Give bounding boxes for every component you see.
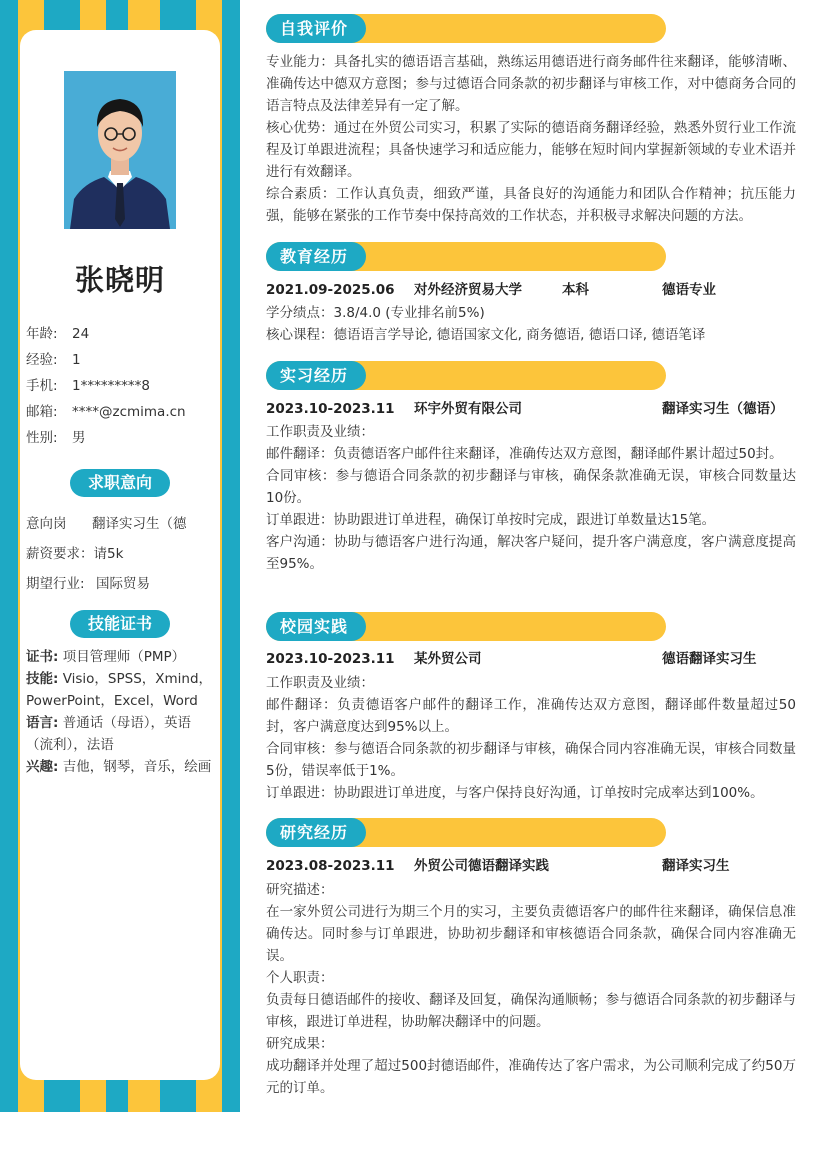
campus-p2: 合同审核：参与德语合同条款的初步翻译与审核，确保合同内容准确无误，审核合同数量5份，错误率低于1%。 xyxy=(266,741,796,779)
salary-label: 薪资要求： xyxy=(26,546,94,562)
info-value: ****@zcmima.cn xyxy=(72,404,186,420)
info-gender xyxy=(26,426,86,446)
info-label: 手机: xyxy=(26,378,58,394)
self-eval-p2: 核心优势：通过在外贸公司实习，积累了实际的德语商务翻译经验，熟悉外贸行业工作流程及订单跟进流程；具备快速学习和适应能力，能够在短时间内掌握新领域的专业术语并进行有效翻译。 xyxy=(266,120,796,180)
info-email xyxy=(26,400,186,420)
candidate-name: 张晓明 xyxy=(74,263,165,297)
campus-intro: 工作职责及业绩： xyxy=(266,675,374,691)
lang-item xyxy=(26,712,216,756)
info-label: 性别: xyxy=(26,430,58,446)
skills-list xyxy=(26,646,216,778)
edu-degree: 本科 xyxy=(562,282,589,298)
skills-heading: 技能证书 xyxy=(70,610,170,638)
lang-label: 语言: xyxy=(26,715,59,731)
intern-p4: 客户沟通：协助与德语客户进行沟通，解决客户疑问，提升客户满意度，客户满意度提高至95%。 xyxy=(266,534,796,572)
campus-role: 德语翻译实习生 xyxy=(662,651,757,667)
section-title: 校园实践 xyxy=(266,612,366,641)
info-value: 1*********8 xyxy=(72,378,150,394)
cert-value: 项目管理师（PMP） xyxy=(62,649,186,665)
education-body xyxy=(266,302,796,346)
internship-row xyxy=(266,398,796,420)
research-desc: 在一家外贸公司进行为期三个月的实习，主要负责德语客户的邮件往来翻译，确保信息准确传达。同时参与订单跟进，协助初步翻译和审核德语合同条款，确保合同内容准确无误。 xyxy=(266,904,796,964)
intention-heading: 求职意向 xyxy=(70,469,170,497)
research-duty: 负责每日德语邮件的接收、翻译及回复，确保沟通顺畅；参与德语合同条款的初步翻译与审核，跟进订单进程，协助解决翻译中的问题。 xyxy=(266,992,796,1030)
section-bar-self-eval xyxy=(266,14,666,43)
info-value: 24 xyxy=(72,326,90,342)
info-label: 年龄: xyxy=(26,326,58,342)
intention-salary xyxy=(26,542,216,562)
campus-body xyxy=(266,672,796,804)
research-result: 成功翻译并处理了超过500封德语邮件，准确传达了客户需求，为公司顺利完成了约50万元的订单。 xyxy=(266,1058,796,1096)
info-age xyxy=(26,322,89,342)
industry-value: 国际贸易 xyxy=(96,576,150,592)
campus-company: 某外贸公司 xyxy=(414,651,482,667)
section-bar-education xyxy=(266,242,666,271)
research-desc-label: 研究描述： xyxy=(266,882,334,898)
campus-date: 2023.10-2023.11 xyxy=(266,651,395,667)
info-label: 经验: xyxy=(26,352,58,368)
intern-intro: 工作职责及业绩： xyxy=(266,424,374,440)
research-project: 外贸公司德语翻译实践 xyxy=(414,858,549,874)
internship-body xyxy=(266,421,796,575)
intention-position xyxy=(26,512,216,532)
info-experience xyxy=(26,348,81,368)
position-value: 翻译实习生（德 xyxy=(92,516,187,532)
section-bar-internship xyxy=(266,361,666,390)
info-value: 1 xyxy=(72,352,81,368)
research-result-label: 研究成果： xyxy=(266,1036,334,1052)
section-title: 自我评价 xyxy=(266,14,366,43)
intention-industry xyxy=(26,572,216,592)
profile-photo xyxy=(64,71,176,229)
edu-date: 2021.09-2025.06 xyxy=(266,282,395,298)
research-role: 翻译实习生 xyxy=(662,858,730,874)
position-label: 意向岗 xyxy=(26,516,67,532)
info-value: 男 xyxy=(72,430,86,446)
campus-p3: 订单跟进：协助跟进订单进度，与客户保持良好沟通，订单按时完成率达到100%。 xyxy=(266,785,764,801)
skill-item xyxy=(26,668,216,712)
intern-p1: 邮件翻译：负责德语客户邮件往来翻译，准确传达双方意图，翻译邮件累计超过50封。 xyxy=(266,446,783,462)
skill-label: 技能: xyxy=(26,671,59,687)
info-phone xyxy=(26,374,150,394)
intern-role: 翻译实习生（德语） xyxy=(662,401,784,417)
section-bar-research xyxy=(266,818,666,847)
salary-value: 请5k xyxy=(93,546,124,562)
campus-row xyxy=(266,648,796,670)
education-row xyxy=(266,279,796,301)
section-title: 研究经历 xyxy=(266,818,366,847)
section-bar-campus xyxy=(266,612,666,641)
intern-date: 2023.10-2023.11 xyxy=(266,401,395,417)
research-body xyxy=(266,879,796,1099)
section-title: 实习经历 xyxy=(266,361,366,390)
research-date: 2023.08-2023.11 xyxy=(266,858,395,874)
campus-p1: 邮件翻译：负责德语客户邮件的翻译工作，准确传达双方意图，翻译邮件数量超过50封，客户满意度达到95%以上。 xyxy=(266,697,796,735)
edu-major: 德语专业 xyxy=(662,282,716,298)
hobby-value: 吉他，钢琴，音乐，绘画 xyxy=(62,759,212,775)
edu-gpa: 学分绩点：3.8/4.0 (专业排名前5%) xyxy=(266,305,485,321)
hobby-item xyxy=(26,756,216,778)
cert-label: 证书: xyxy=(26,649,59,665)
research-duty-label: 个人职责： xyxy=(266,970,334,986)
self-eval-p3: 综合素质：工作认真负责，细致严谨，具备良好的沟通能力和团队合作精神；抗压能力强，能够在紧张的工作节奏中保持高效的工作状态，并积极寻求解决问题的方法。 xyxy=(266,186,796,224)
intern-p3: 订单跟进：协助跟进订单进程，确保订单按时完成，跟进订单数量达15笔。 xyxy=(266,512,716,528)
intern-p2: 合同审核：参与德语合同条款的初步翻译与审核，确保条款准确无误，审核合同数量达10份。 xyxy=(266,468,796,506)
industry-label: 期望行业: xyxy=(26,576,85,592)
intern-company: 环宇外贸有限公司 xyxy=(414,401,522,417)
self-eval-p1: 专业能力：具备扎实的德语语言基础，熟练运用德语进行商务邮件往来翻译，能够清晰、准确传达中德双方意图；参与过德语合同条款的初步翻译与审核工作，对中德商务合同的语言特点及法律差异有一定了解。 xyxy=(266,54,796,114)
skill-value: Visio，SPSS，Xmind，PowerPoint，Excel，Word xyxy=(26,671,213,709)
section-title: 教育经历 xyxy=(266,242,366,271)
hobby-label: 兴趣: xyxy=(26,759,59,775)
edu-courses: 核心课程：德语语言学导论, 德语国家文化, 商务德语, 德语口译, 德语笔译 xyxy=(266,327,706,343)
cert-item xyxy=(26,646,216,668)
research-row xyxy=(266,855,796,877)
self-eval-body xyxy=(266,51,796,227)
info-label: 邮箱: xyxy=(26,404,58,420)
lang-value: 普通话（母语），英语（流利），法语 xyxy=(26,715,191,753)
edu-school: 对外经济贸易大学 xyxy=(414,282,522,298)
